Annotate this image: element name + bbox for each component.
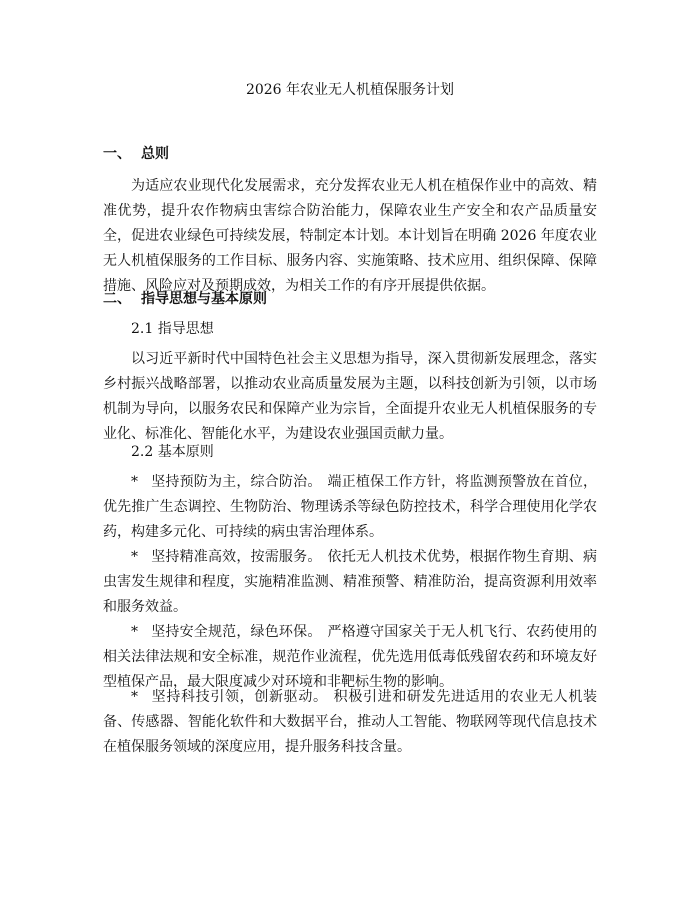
- section-1-number: 一、: [103, 146, 131, 162]
- principle-text: 严格遵守国家关于无人机飞行、农药使用的相关法律法规和安全标准，规范作业流程，优先选用低毒低残留农药和环境友好型植保产品，最大限度减少对环境和非靶标生物的影响。: [103, 624, 597, 690]
- principle-item: [103, 545, 597, 620]
- document-title: 2026 年农业无人机植保服务计划: [245, 82, 455, 98]
- section-1-paragraph: 为适应农业现代化发展需求，充分发挥农业无人机在植保作业中的高效、精准优势，提升农作物病虫害综合防治能力，保障农业生产安全和农产品质量安全，促进农业绿色可持续发展，特制定本计划。本计划旨在明确 2026 年度农业无人机植保服务的工作目标、服务内容、实施策略、技术应用、组织保障、保障措施、风险应对及预期成效，为相关工作的有序开展提供依据。: [103, 178, 597, 294]
- principle-lead: 坚持精准高效，按需服务。: [151, 549, 322, 565]
- section-2-number: 二、: [103, 291, 131, 307]
- bullet-mark: *: [131, 624, 138, 640]
- principle-text: 端正植保工作方针，将监测预警放在首位，优先推广生态调控、生物防治、物理诱杀等绿色防控技术，科学合理使用化学农药，构建多元化、可持续的病虫害治理体系。: [103, 474, 597, 540]
- principle-text: 积极引进和研发先进适用的农业无人机装备、传感器、智能化软件和大数据平台，推动人工智能、物联网等现代信息技术在植保服务领域的深度应用，提升服务科技含量。: [103, 689, 598, 755]
- bullet-mark: *: [131, 474, 138, 490]
- section-2-heading: [103, 288, 267, 310]
- section-1-heading: [103, 143, 169, 165]
- principle-item: [103, 685, 597, 760]
- subsection-2-1-paragraph: 以习近平新时代中国特色社会主义思想为指导，深入贯彻新发展理念，落实乡村振兴战略部署，以推动农业高质量发展为主题，以科技创新为引领，以市场机制为导向，以服务农民和保障产业为宗旨，全面提升农业无人机植保服务的专业化、标准化、智能化水平，为建设农业强国贡献力量。: [103, 351, 597, 442]
- section-1-title: 总则: [141, 146, 169, 162]
- principle-item: [103, 620, 597, 695]
- section-2-title: 指导思想与基本原则: [141, 291, 267, 307]
- bullet-mark: *: [131, 549, 138, 565]
- principle-text: 依托无人机技术优势，根据作物生育期、病虫害发生规律和程度，实施精准监测、精准预警、精准防治，提高资源利用效率和服务效益。: [103, 549, 597, 615]
- subsection-2-2-heading: 2.2 基本原则: [131, 444, 214, 460]
- principle-lead: 坚持安全规范，绿色环保。: [151, 624, 322, 640]
- subsection-2-1-heading: 2.1 指导思想: [131, 321, 214, 337]
- principle-lead: 坚持预防为主，综合防治。: [151, 474, 322, 490]
- principle-lead: 坚持科技引领，创新驱动。: [151, 689, 328, 705]
- principle-item: [103, 470, 597, 545]
- bullet-mark: *: [131, 689, 138, 705]
